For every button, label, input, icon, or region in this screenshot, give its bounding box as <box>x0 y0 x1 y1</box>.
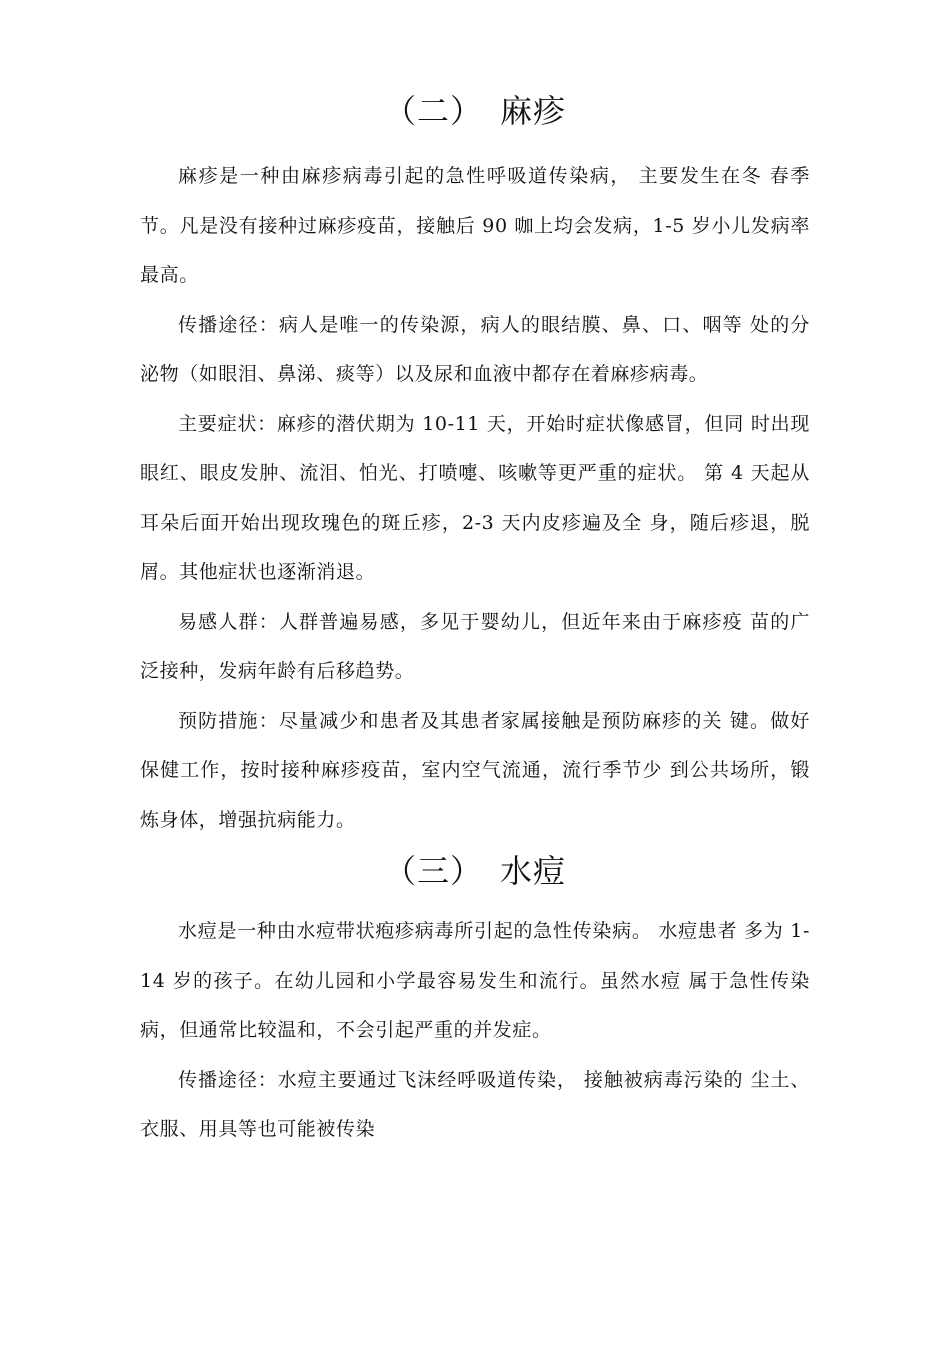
paragraph-measles-symptoms: 主要症状：麻疹的潜伏期为 10-11 天，开始时症状像感冒，但同 时出现眼红、眼皮发肿、流泪、怕光、打喷嚏、咳嗽等更严重的症状。 第 4 天起从耳朵后面开始出现玫瑰色的斑丘疹，2-3 天内皮疹遍及全 身，随后疹退，脱屑。其他症状也逐渐消退。 <box>140 412 810 583</box>
document-page <box>140 86 810 1155</box>
paragraph-measles-susceptible: 易感人群：人群普遍易感，多见于婴幼儿，但近年来由于麻疹疫 苗的广泛接种，发病年龄有后移趋势。 <box>140 610 810 682</box>
paragraph-measles-intro: 麻疹是一种由麻疹病毒引起的急性呼吸道传染病， 主要发生在冬 春季节。凡是没有接种过麻疹疫苗，接触后 90 咖上均会发病，1-5 岁小儿发病率最高。 <box>140 165 810 286</box>
section-heading-chickenpox: （三） 水痘 <box>383 852 566 890</box>
paragraph-measles-transmission: 传播途径：病人是唯一的传染源，病人的眼结膜、鼻、口、咽等 处的分泌物（如眼泪、鼻涕、痰等）以及尿和血液中都存在着麻疹病毒。 <box>140 313 810 385</box>
paragraph-chickenpox-transmission: 传播途径：水痘主要通过飞沫经呼吸道传染， 接触被病毒污染的 尘土、衣服、用具等也可能被传染 <box>140 1068 810 1140</box>
paragraph-chickenpox-intro: 水痘是一种由水痘带状疱疹病毒所引起的急性传染病。 水痘患者 多为 1-14 岁的孩子。在幼儿园和小学最容易发生和流行。虽然水痘 属于急性传染病，但通常比较温和，不会引起严重的并发症。 <box>140 920 810 1041</box>
paragraph-measles-prevention: 预防措施：尽量减少和患者及其患者家属接触是预防麻疹的关 键。做好保健工作，按时接种麻疹疫苗，室内空气流通，流行季节少 到公共场所，锻炼身体，增强抗病能力。 <box>140 709 810 831</box>
section-heading-measles: （二） 麻疹 <box>383 92 566 130</box>
